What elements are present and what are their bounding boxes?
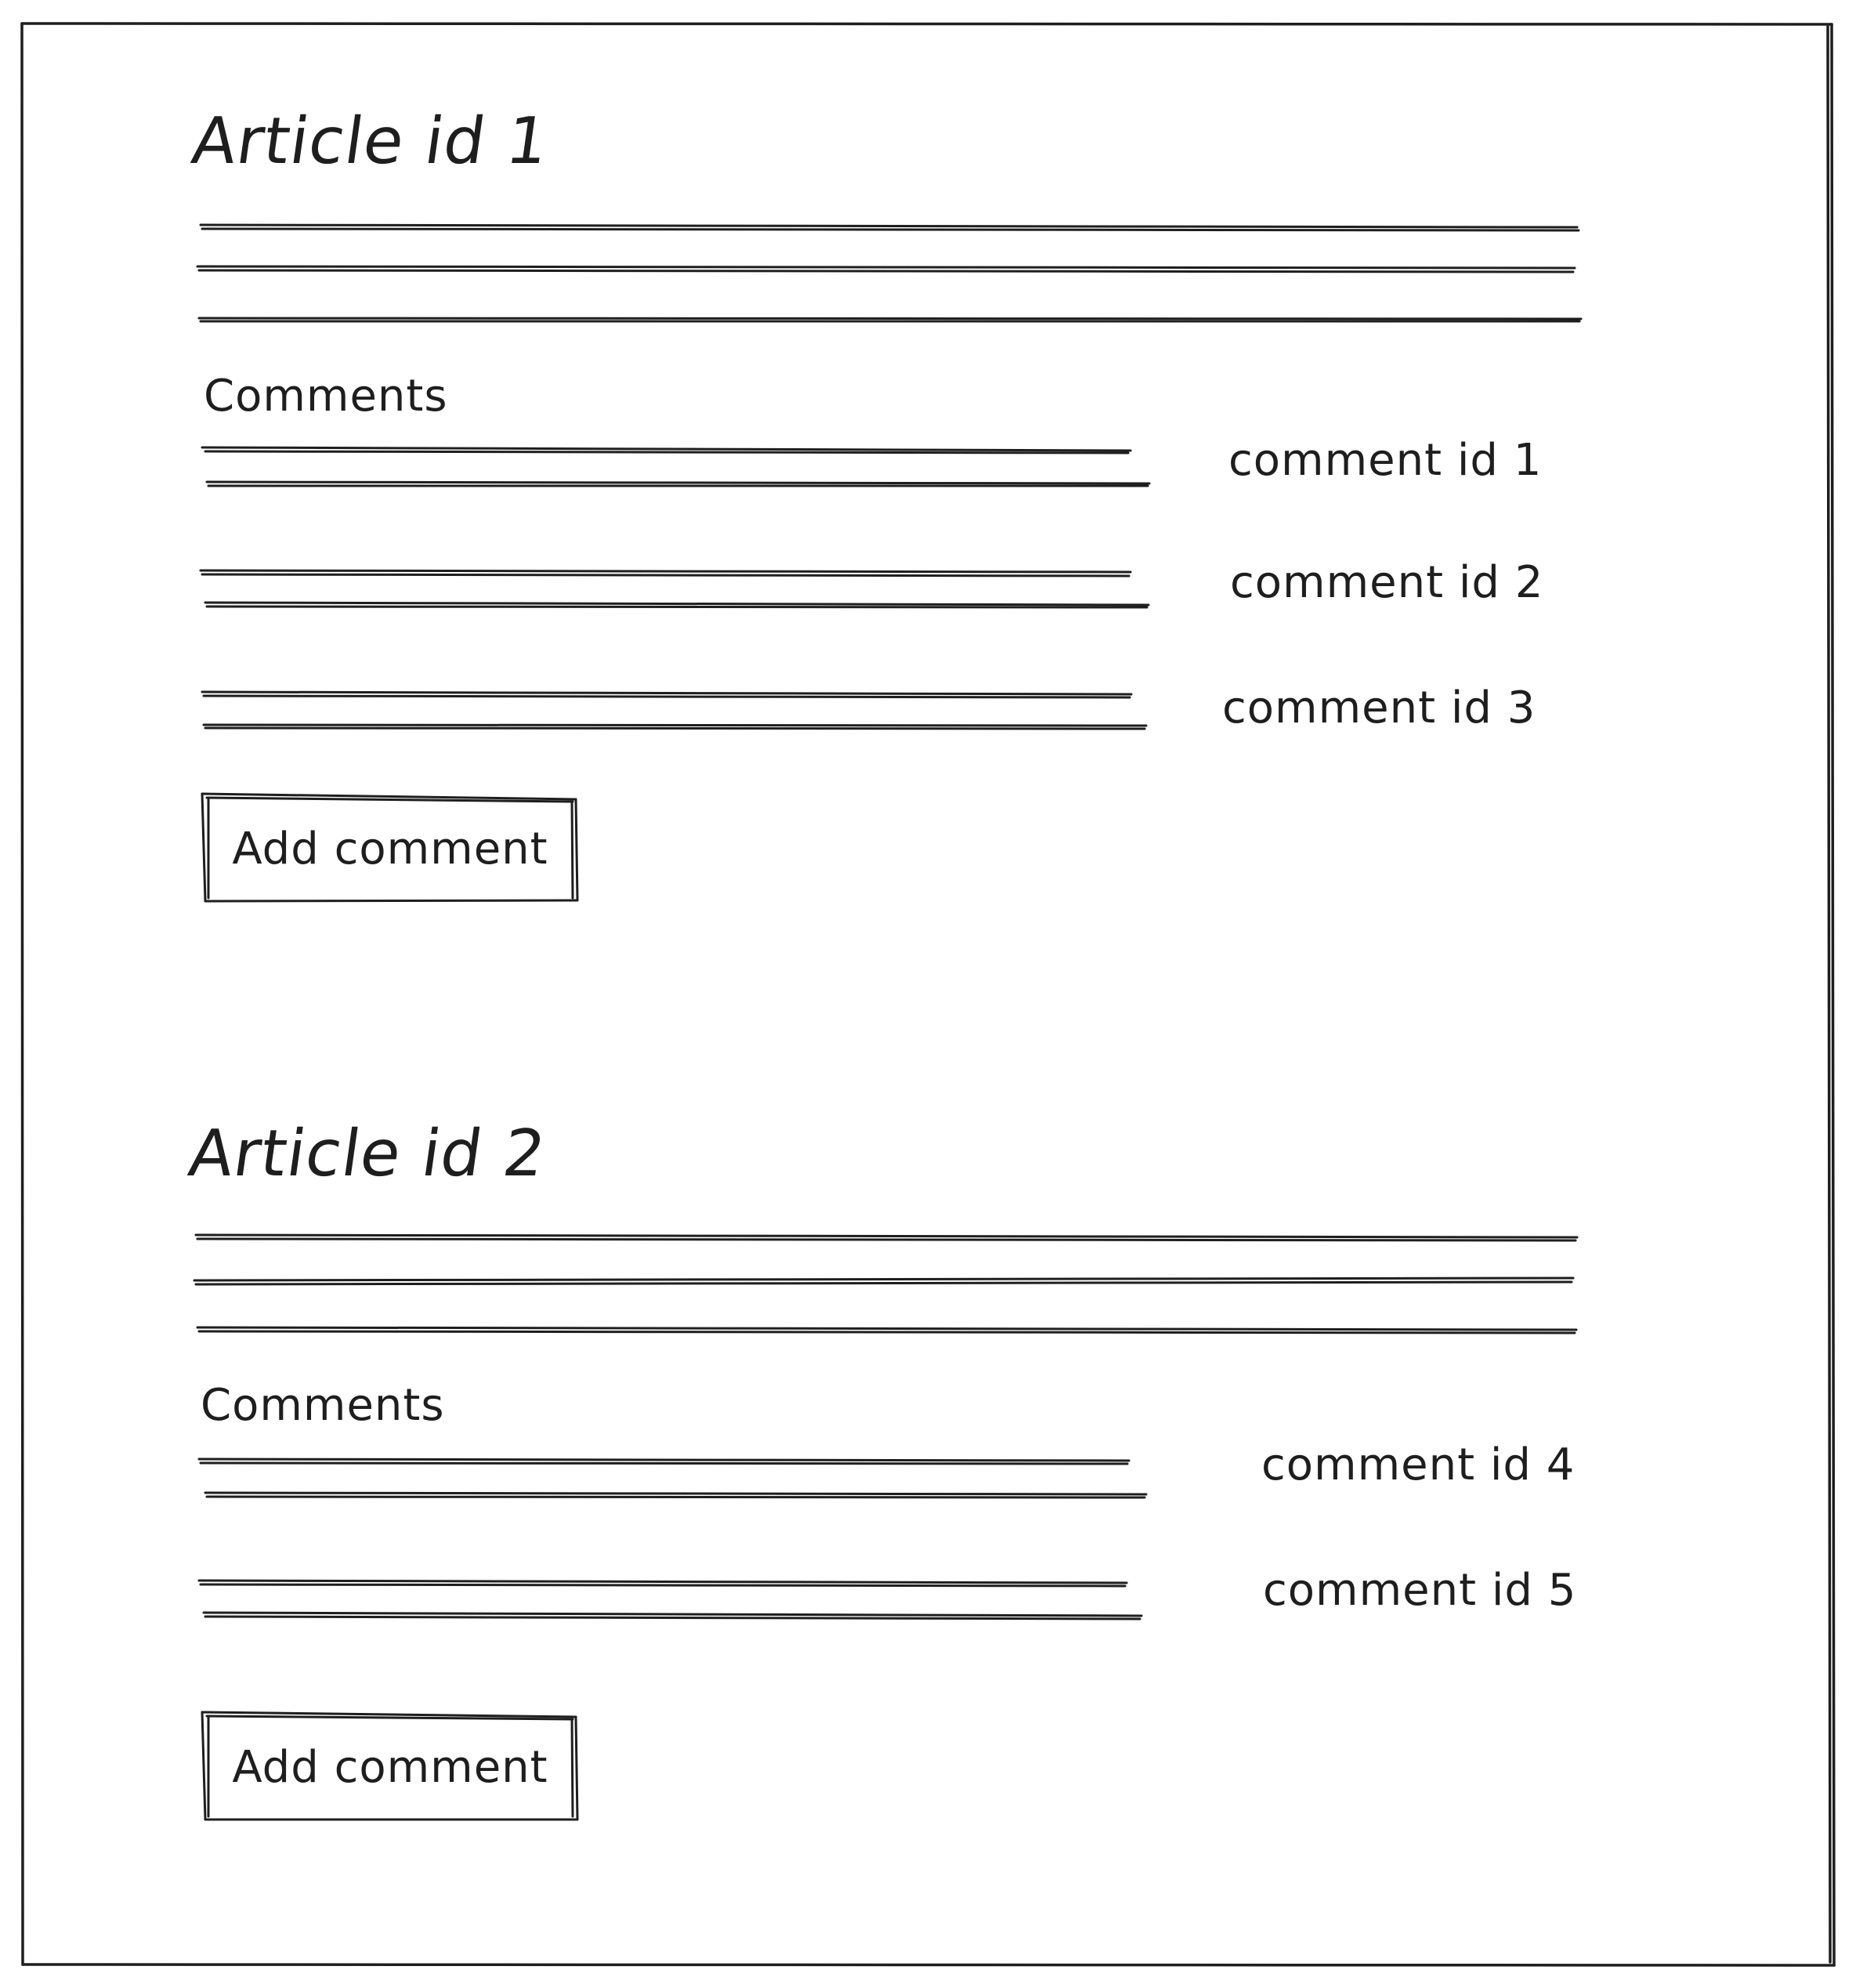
article-2-comment-4-label: comment id 4 <box>1261 1439 1576 1490</box>
article-2-body <box>194 1235 1577 1333</box>
article-2-comments-heading: Comments <box>201 1380 445 1431</box>
article-1-comment-1-label: comment id 1 <box>1228 435 1543 486</box>
article-1-add-comment-label: Add comment <box>232 823 548 875</box>
article-1-comment-2-lines <box>201 570 1149 607</box>
page-frame <box>22 24 1834 1965</box>
article-2-comment-5-lines <box>199 1581 1141 1619</box>
article-2-title: Article id 2 <box>184 1117 551 1191</box>
article-1-body <box>197 225 1581 321</box>
article-2-add-comment-button[interactable] <box>204 1715 577 1820</box>
article-1-comment-2-label: comment id 2 <box>1230 557 1544 608</box>
article-1-comment-1-lines <box>202 447 1149 486</box>
article-2-comment-5-label: comment id 5 <box>1263 1565 1577 1616</box>
article-1-comment-3-lines <box>202 692 1146 729</box>
article-1-comment-3-label: comment id 3 <box>1222 683 1536 733</box>
article-1-title: Article id 1 <box>187 104 554 179</box>
article-1-comments-heading: Comments <box>204 371 448 422</box>
article-2-add-comment-label: Add comment <box>232 1741 548 1793</box>
article-1-add-comment-button[interactable] <box>204 796 577 901</box>
article-2-comment-4-lines <box>199 1459 1146 1497</box>
